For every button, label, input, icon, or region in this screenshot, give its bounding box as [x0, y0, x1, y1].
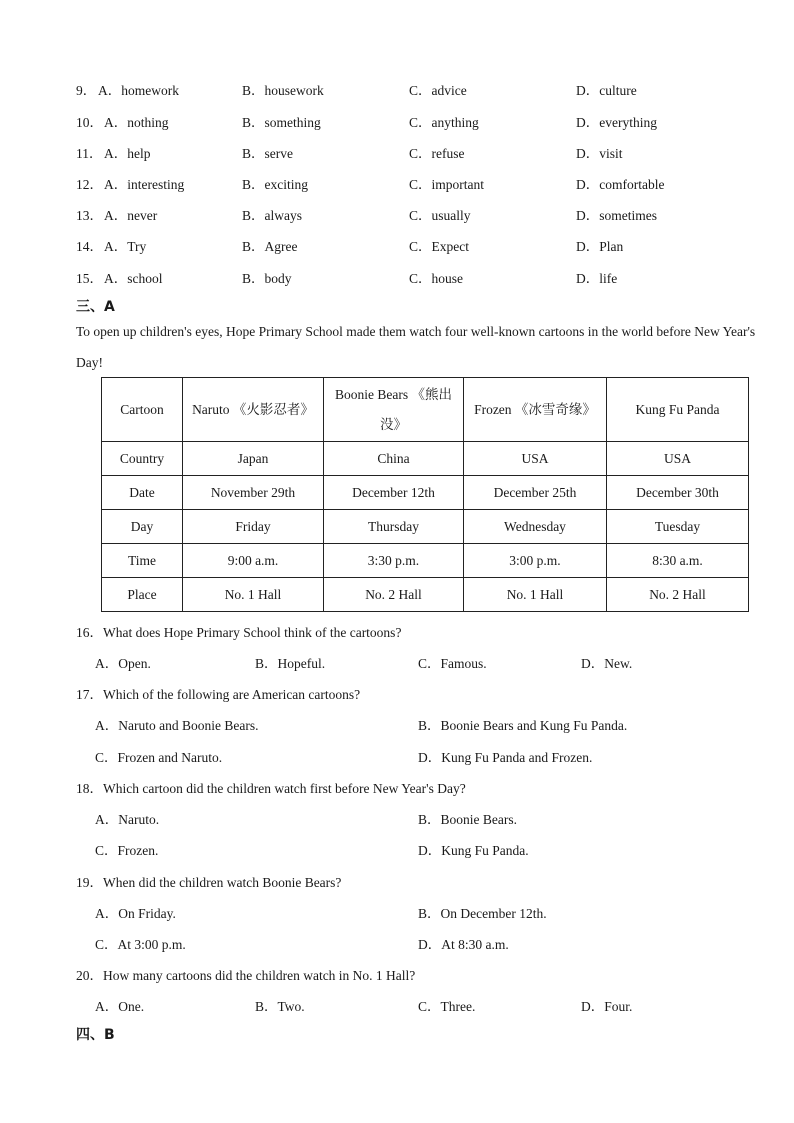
option-a: A．Naruto. — [95, 812, 160, 827]
table-cell: December 30th — [607, 476, 749, 510]
option-a: A．help — [104, 146, 151, 161]
option-d: D．Plan — [576, 239, 624, 254]
cartoon-schedule-table — [101, 377, 749, 612]
option-d: D．sometimes — [576, 208, 657, 223]
table-cell: No. 1 Hall — [183, 578, 324, 612]
table-cell: Wednesday — [464, 510, 607, 544]
question-stem: 18．Which cartoon did the children watch first before New Year's Day? — [76, 781, 466, 796]
option-c: C．Three. — [418, 999, 476, 1014]
question-number: 14． — [76, 239, 103, 254]
table-cell: Time — [102, 544, 183, 578]
option-b: B．body — [242, 271, 292, 286]
table-cell: December 12th — [324, 476, 464, 510]
question-number: 15． — [76, 271, 103, 286]
option-b: B．exciting — [242, 177, 308, 192]
table-cell: Date — [102, 476, 183, 510]
table-cell: Thursday — [324, 510, 464, 544]
table-cell: 9:00 a.m. — [183, 544, 324, 578]
table-cell: Friday — [183, 510, 324, 544]
option-d: D．culture — [576, 83, 637, 98]
question-stem: 16．What does Hope Primary School think of the cartoons? — [76, 625, 402, 640]
option-c: C．At 3:00 p.m. — [95, 937, 186, 952]
option-d: D．everything — [576, 115, 657, 130]
option-b: B．Boonie Bears and Kung Fu Panda. — [418, 718, 628, 733]
option-c: C．advice — [409, 83, 467, 98]
option-d: D．Four. — [581, 999, 633, 1014]
option-d: D．Kung Fu Panda. — [418, 843, 529, 858]
option-b: B．Hopeful. — [255, 656, 326, 671]
option-a: A．homework — [98, 83, 179, 98]
section-heading: 三、A — [76, 299, 115, 315]
option-d: D．life — [576, 271, 618, 286]
option-a: A．school — [104, 271, 163, 286]
option-c: C．Frozen. — [95, 843, 159, 858]
question-number: 10． — [76, 115, 103, 130]
question-stem: 17．Which of the following are American cartoons? — [76, 687, 361, 702]
option-c: C．Famous. — [418, 656, 487, 671]
option-b: B．Agree — [242, 239, 298, 254]
table-cell: 3:00 p.m. — [464, 544, 607, 578]
table-cell: Tuesday — [607, 510, 749, 544]
option-d: D．visit — [576, 146, 623, 161]
option-d: D．At 8:30 a.m. — [418, 937, 509, 952]
question-number: 11． — [76, 146, 103, 161]
table-cell: Place — [102, 578, 183, 612]
option-c: C．refuse — [409, 146, 465, 161]
option-c: C．important — [409, 177, 484, 192]
option-c: C．usually — [409, 208, 471, 223]
table-cell: Cartoon — [102, 378, 183, 442]
table-cell: No. 2 Hall — [324, 578, 464, 612]
table-cell: Day — [102, 510, 183, 544]
question-number: 13． — [76, 208, 103, 223]
table-cell: 8:30 a.m. — [607, 544, 749, 578]
table-row — [102, 442, 749, 476]
option-a: A．Try — [104, 239, 147, 254]
option-b: B．housework — [242, 83, 324, 98]
option-a: A．On Friday. — [95, 906, 176, 921]
table-cell: December 25th — [464, 476, 607, 510]
table-row — [102, 510, 749, 544]
table-cell: Kung Fu Panda — [607, 378, 749, 442]
table-cell: Country — [102, 442, 183, 476]
table-row — [102, 544, 749, 578]
option-b: B．Boonie Bears. — [418, 812, 517, 827]
table-cell: Japan — [183, 442, 324, 476]
question-stem: 20．How many cartoons did the children watch in No. 1 Hall? — [76, 968, 416, 983]
option-d: D．comfortable — [576, 177, 665, 192]
option-d: D．Kung Fu Panda and Frozen. — [418, 750, 593, 765]
option-b: B．serve — [242, 146, 293, 161]
table-cell: Boonie Bears 《熊出没》 — [324, 378, 464, 442]
table-cell: Frozen 《冰雪奇缘》 — [464, 378, 607, 442]
question-stem: 19．When did the children watch Boonie Bears? — [76, 875, 342, 890]
table-row — [102, 578, 749, 612]
question-number: 12． — [76, 177, 103, 192]
option-a: A．Naruto and Boonie Bears. — [95, 718, 259, 733]
reading-passage: To open up children's eyes, Hope Primary School made them watch four well-known cartoons in the world before New Year's Day! — [76, 324, 756, 370]
table-cell: USA — [464, 442, 607, 476]
table-cell: Naruto 《火影忍者》 — [183, 378, 324, 442]
option-c: C．house — [409, 271, 463, 286]
option-a: A．interesting — [104, 177, 185, 192]
table-header-row — [102, 378, 749, 442]
table-cell: November 29th — [183, 476, 324, 510]
option-c: C．anything — [409, 115, 479, 130]
option-b: B．something — [242, 115, 321, 130]
table-cell: No. 1 Hall — [464, 578, 607, 612]
table-cell: No. 2 Hall — [607, 578, 749, 612]
option-a: A．nothing — [104, 115, 169, 130]
option-a: A．Open. — [95, 656, 151, 671]
option-a: A．One. — [95, 999, 145, 1014]
question-number: 9． — [76, 83, 97, 98]
table-cell: China — [324, 442, 464, 476]
option-a: A．never — [104, 208, 158, 223]
option-b: B．Two. — [255, 999, 305, 1014]
table-row — [102, 476, 749, 510]
table-cell: USA — [607, 442, 749, 476]
option-d: D．New. — [581, 656, 633, 671]
option-c: C．Expect — [409, 239, 469, 254]
section-heading: 四、B — [76, 1027, 115, 1043]
table-cell: 3:30 p.m. — [324, 544, 464, 578]
option-b: B．On December 12th. — [418, 906, 547, 921]
option-c: C．Frozen and Naruto. — [95, 750, 223, 765]
option-b: B．always — [242, 208, 302, 223]
